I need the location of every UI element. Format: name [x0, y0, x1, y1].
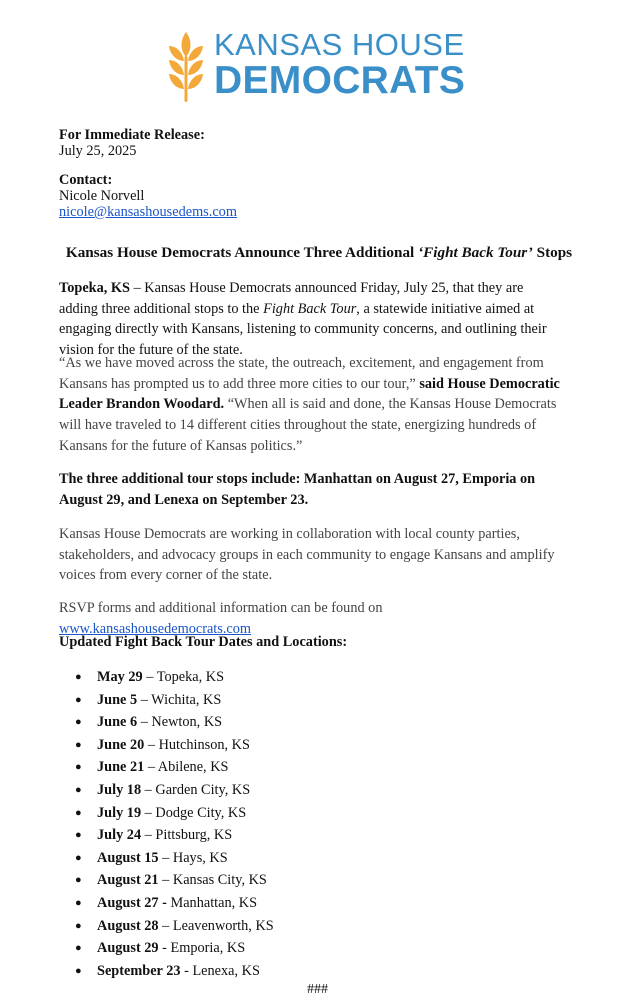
- intro-text-2: , a statewide initiative aimed at engaging directly with Kansans, listening to community concerns, and outlining their vision for the future of the state.: [59, 300, 547, 359]
- bullet: ●: [75, 783, 82, 796]
- tour-separator: –: [158, 849, 173, 866]
- tour-date-item: [59, 937, 274, 960]
- tour-date-item: [59, 711, 274, 734]
- bullet: ●: [75, 806, 82, 819]
- contact-label: Contact:: [59, 172, 113, 188]
- quote-attribution: said House Democratic Leader Brandon Woodard.: [59, 375, 560, 413]
- tour-separator: –: [144, 736, 159, 753]
- release-date: July 25, 2025: [59, 143, 137, 159]
- tour-separator: –: [137, 714, 152, 731]
- tour-location: Abilene, KS: [157, 759, 229, 776]
- tour-date-item: [59, 892, 274, 915]
- tour-date: June 6: [97, 714, 138, 731]
- tour-date: June 5: [97, 691, 138, 708]
- tour-date-item: [59, 666, 274, 689]
- bullet: ●: [75, 716, 82, 729]
- paragraph-collaboration: Kansas House Democrats are working in collaboration with local county parties, stakeholders, and advocacy groups in each community to engage Kansans and amplify voices from every corner of the state.: [59, 526, 555, 584]
- tour-location: Hutchinson, KS: [158, 736, 250, 753]
- tour-separator: –: [141, 804, 156, 821]
- tour-date: July 24: [97, 827, 142, 844]
- tour-separator: –: [144, 759, 158, 776]
- tour-separator: –: [141, 781, 156, 798]
- tour-list-heading: Updated Fight Back Tour Dates and Locations:: [59, 634, 348, 650]
- release-label: For Immediate Release:: [59, 127, 205, 143]
- bullet: ●: [75, 874, 82, 887]
- contact-email-link[interactable]: nicole@kansashousedems.com: [59, 204, 237, 220]
- logo-line-kansas-house: KANSAS HOUSE: [214, 27, 465, 62]
- contact-name: Nicole Norvell: [59, 188, 145, 204]
- tour-location: Kansas City, KS: [172, 872, 267, 889]
- paragraph-quote: [59, 353, 565, 457]
- headline-italic: ‘Fight Back Tour’: [418, 244, 533, 261]
- dateline: Topeka, KS: [59, 280, 130, 296]
- tour-separator: –: [158, 872, 173, 889]
- tour-date: August 21: [97, 872, 159, 889]
- bullet: ●: [75, 851, 82, 864]
- bullet: ●: [75, 693, 82, 706]
- bullet: ●: [75, 761, 82, 774]
- tour-date: June 20: [97, 736, 145, 753]
- tour-location: Hays, KS: [172, 849, 228, 866]
- quote-part-2: “When all is said and done, the Kansas House Democrats will have traveled to 14 different cities throughout the state, energizing hundreds of Kansans for the future of Kansas politics.”: [59, 396, 557, 454]
- tour-date: June 21: [97, 759, 145, 776]
- tour-date: May 29: [97, 669, 143, 685]
- bullet: ●: [75, 896, 82, 909]
- logo-wordmark: [214, 28, 465, 100]
- tour-date-item: [59, 869, 274, 892]
- tour-date: August 28: [97, 917, 159, 934]
- tour-location: Manhattan, KS: [170, 894, 258, 911]
- tour-date-item: [59, 915, 274, 938]
- bullet: ●: [75, 738, 82, 751]
- headline-pre: Kansas House Democrats Announce Three Additional: [65, 244, 419, 261]
- tour-separator: –: [141, 827, 156, 844]
- bullet: ●: [75, 942, 82, 955]
- tour-location: Emporia, KS: [170, 940, 246, 957]
- tour-date: August 15: [97, 849, 159, 866]
- tour-date-item: [59, 689, 274, 712]
- release-info: [59, 127, 579, 159]
- tour-date-item: [59, 734, 274, 757]
- end-mark: ###: [307, 982, 328, 997]
- tour-location: Dodge City, KS: [155, 804, 247, 821]
- tour-date-item: [59, 779, 274, 802]
- headline: [59, 244, 579, 262]
- tour-dates-list: [59, 666, 274, 982]
- contact-info: [59, 172, 579, 220]
- paragraph-intro: [59, 278, 565, 361]
- tour-date: August 27 -: [97, 894, 167, 911]
- tour-separator: –: [137, 691, 152, 708]
- wheat-icon: [166, 30, 206, 104]
- bullet: ●: [75, 964, 82, 977]
- tour-location: Newton, KS: [151, 714, 223, 731]
- quote-part-1: “As we have moved across the state, the outreach, excitement, and engagement from Kansans has prompted us to add three more cities to our tour,”: [59, 355, 544, 392]
- tour-date: August 29: [97, 940, 159, 957]
- rsvp-text: RSVP forms and additional information can be found on: [59, 600, 383, 616]
- tour-separator: -: [180, 962, 193, 979]
- tour-location: Garden City, KS: [155, 781, 251, 798]
- tour-separator: -: [158, 940, 171, 957]
- tour-date-item: [59, 960, 274, 983]
- tour-location: Leavenworth, KS: [172, 917, 274, 934]
- bullet: ●: [75, 829, 82, 842]
- tour-date-item: [59, 847, 274, 870]
- bullet: ●: [75, 671, 82, 683]
- kansas-house-democrats-logo: [166, 28, 466, 106]
- tour-date: July 18: [97, 781, 142, 798]
- intro-text-1: – Kansas House Democrats announced Friday, July 25, that they are adding three additional stops to the: [59, 280, 524, 317]
- paragraph-additional-stops: The three additional tour stops include: Manhattan on August 27, Emporia on August 29, and Lenexa on September 23.: [59, 471, 536, 508]
- intro-tour-name: Fight Back Tour: [263, 300, 357, 317]
- tour-separator: –: [158, 917, 173, 934]
- tour-separator: –: [142, 669, 157, 685]
- tour-location: Lenexa, KS: [192, 962, 260, 979]
- rsvp-website-link[interactable]: www.kansashousedemocrats.com: [59, 620, 252, 637]
- tour-date: September 23: [97, 962, 181, 979]
- logo-line-democrats: DEMOCRATS: [214, 59, 466, 102]
- bullet: ●: [75, 919, 82, 932]
- tour-date: July 19: [97, 804, 142, 821]
- tour-location: Wichita, KS: [151, 691, 222, 708]
- tour-date-item: [59, 802, 274, 825]
- tour-location: Pittsburg, KS: [155, 827, 233, 844]
- tour-location: Topeka, KS: [156, 669, 225, 685]
- tour-date-item: [59, 756, 274, 779]
- tour-date-item: [59, 824, 274, 847]
- headline-post: Stops: [532, 244, 573, 261]
